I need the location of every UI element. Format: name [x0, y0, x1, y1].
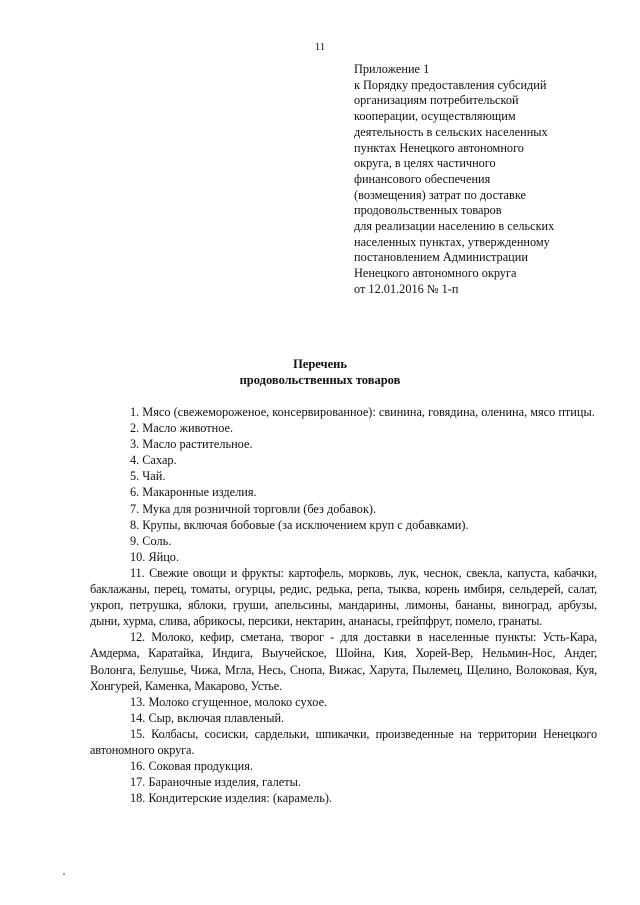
- list-item: 7. Мука для розничной торговли (без добавок).: [130, 501, 377, 516]
- list-item: 10. Яйцо.: [130, 549, 180, 564]
- list-item: 12. Молоко, кефир, сметана, творог - для доставки в населенные пункты: Усть-Кара, Амдерма, Каратайка, Индига, Выучейское, Шойна, Кия, Хорей-Вер, Нельмин-Нос, Андег, Волонга, Белушье, Чижа, Мгла, Несь, Снопа, Вижас, Харута, Пылемец, Щелино, Волоковая, Куя, Хонгурей, Каменка, Макарово, Устье.: [90, 630, 597, 693]
- appendix-line: кооперации, осуществляющим: [354, 109, 516, 124]
- appendix-line: деятельность в сельских населенных: [354, 124, 548, 139]
- appendix-line: Приложение 1: [354, 62, 430, 76]
- list-item: 5. Чай.: [130, 469, 166, 484]
- appendix-line: Ненецкого автономного округа: [354, 266, 517, 281]
- appendix-line: для реализации населению в сельских: [354, 219, 555, 234]
- appendix-block: [354, 62, 616, 298]
- page-number: 11: [314, 41, 326, 53]
- appendix-line: (возмещения) затрат по доставке: [354, 187, 526, 202]
- goods-list: [90, 404, 597, 806]
- appendix-line: финансового обеспечения: [354, 171, 491, 186]
- list-item: 11. Свежие овощи и фрукты: картофель, морковь, лук, чеснок, свекла, капуста, кабачки, баклажаны, перец, томаты, огурцы, редис, редька, репа, тыква, корень имбиря, сельдерей, салат, укроп, петрушка, яблоки, груши, апельсины, мандарины, лимоны, бананы, виноград, арбузы, дыни, хурма, слива, абрикосы, персики, нектарин, ананасы, грейпфрут, помело, гранаты.: [90, 565, 597, 629]
- appendix-line: организациям потребительской: [354, 93, 519, 108]
- list-item: 18. Кондитерские изделия: (карамель).: [130, 791, 333, 806]
- appendix-line: к Порядку предоставления субсидий: [354, 77, 547, 92]
- list-item: 4. Сахар.: [130, 453, 177, 468]
- list-item: 9. Соль.: [130, 533, 172, 548]
- list-heading: [0, 356, 640, 388]
- list-item: 6. Макаронные изделия.: [130, 485, 257, 500]
- list-item: 17. Бараночные изделия, галеты.: [130, 775, 301, 790]
- heading-title: Перечень: [293, 357, 347, 371]
- list-item: 15. Колбасы, сосиски, сардельки, шпикачки, произведенные на территории Ненецкого автономного округа.: [90, 726, 597, 757]
- list-item: 14. Сыр, включая плавленый.: [130, 710, 285, 725]
- list-item: 3. Масло растительное.: [130, 437, 253, 452]
- list-item: 1. Мясо (свежемороженое, консервированное): свинина, говядина, оленина, мясо птицы.: [130, 405, 595, 419]
- appendix-line: пунктах Ненецкого автономного: [354, 140, 524, 155]
- appendix-line: продовольственных товаров: [354, 203, 502, 218]
- list-item: 2. Масло животное.: [130, 421, 234, 436]
- list-item: 16. Соковая продукция.: [130, 759, 253, 774]
- appendix-line: постановлением Администрации: [354, 250, 528, 265]
- scan-mark: [63, 873, 65, 875]
- list-item: 8. Крупы, включая бобовые (за исключением круп с добавками).: [130, 517, 469, 532]
- appendix-line: округа, в целях частичного: [354, 156, 496, 171]
- heading-subtitle: продовольственных товаров: [239, 373, 401, 387]
- appendix-line: от 12.01.2016 № 1-п: [354, 281, 459, 296]
- appendix-line: населенных пунктах, утвержденному: [354, 234, 550, 249]
- list-item: 13. Молоко сгущенное, молоко сухое.: [130, 694, 328, 709]
